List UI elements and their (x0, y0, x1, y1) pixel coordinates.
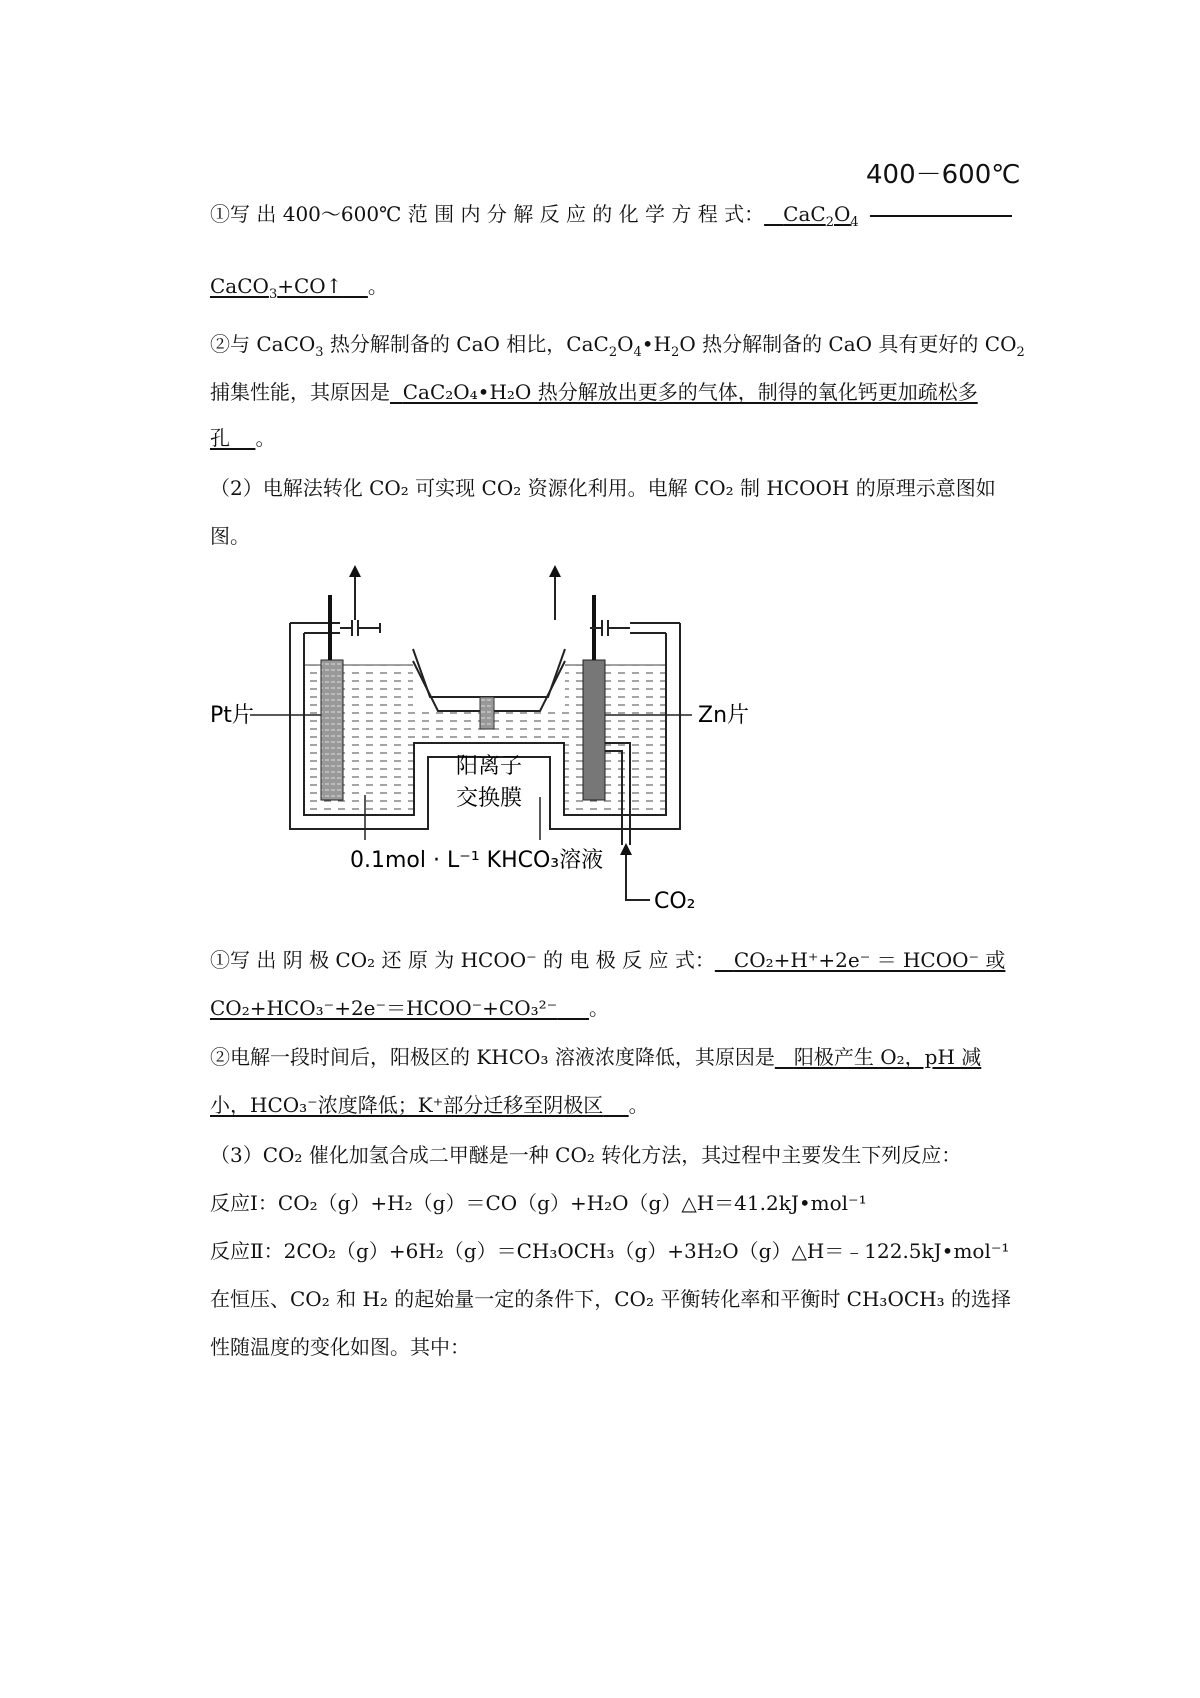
q1-part2-line2 (210, 378, 1010, 406)
membrane-label-line1: 阳离子 (455, 754, 523, 779)
q1-part1-prefix: ①写 出 400～600℃ 范 围 内 分 解 反 应 的 化 学 方 程 式： (210, 202, 765, 226)
q2-p2-answer-cont: 小，HCO₃⁻浓度降低；K⁺部分迁移至阴极区 (210, 1093, 604, 1117)
pt-electrode (321, 660, 343, 800)
q2-p1-answer: CO₂+H⁺+2e⁻ ＝ HCOO⁻ 或 (733, 948, 1006, 972)
q1-part1-answer-b: CaCO$_3$+CO↑ (210, 274, 343, 302)
right-solution (565, 665, 665, 814)
co2-inlet-label: CO₂ (654, 889, 696, 914)
q1-part2-line1: ②与 CaCO$_3$ 热分解制备的 CaO 相比，$CaC_2O_4•H_2O$ 热分解制备的 CaO 具有更好的 $CO_2$ (210, 332, 1025, 360)
reaction-condition: 400－600℃ (866, 160, 1021, 190)
pt-label: Pt片 (210, 703, 254, 728)
q3-reaction-2: 反应Ⅱ：2CO₂（g）+6H₂（g）＝CH₃OCH₃（g）+3H₂O（g）△H＝﹣122.5kJ•mol⁻¹ (210, 1239, 1010, 1263)
q1-part1-line2 (210, 272, 1010, 300)
q1-part1-end: 。 (367, 274, 388, 298)
q3-reaction-1: 反应Ⅰ：CO₂（g）+H₂（g）＝CO（g）+H₂O（g）△H＝41.2kJ•mol⁻¹ (210, 1191, 867, 1215)
electrolysis-diagram (210, 565, 770, 945)
q1-part1-line1 (210, 200, 1010, 228)
q3-condition-line2: 性随温度的变化如图。其中： (210, 1335, 470, 1359)
cation-exchange-membrane (480, 697, 494, 729)
membrane-label-line2: 交换膜 (455, 786, 523, 811)
q2-p1-line2: CO₂+HCO₃⁻+2e⁻＝HCOO⁻+CO₃²⁻ 。 (210, 996, 610, 1020)
q1-part2-answer-cont: 孔 (210, 426, 230, 450)
q3-condition-line1: 在恒压、CO₂ 和 H₂ 的起始量一定的条件下，CO₂ 平衡转化率和平衡时 CH₃OCH₃ 的选择 (210, 1287, 1011, 1311)
q1-part2-answer: CaC₂O₄•H₂O 热分解放出更多的气体，制得的氧化钙更加疏松多 (402, 380, 978, 404)
q2-intro-line1: （2）电解法转化 CO₂ 可实现 CO₂ 资源化利用。电解 CO₂ 制 HCOOH 的原理示意图如 (210, 476, 996, 500)
q1-part2-line3: 孔 。 (210, 426, 276, 450)
q2-p1-line1: ①写 出 阴 极 CO₂ 还 原 为 HCOO⁻ 的 电 极 反 应 式： CO₂+H⁺+2e⁻ ＝ HCOO⁻ 或 (210, 948, 1006, 972)
q3-intro: （3）CO₂ 催化加氢合成二甲醚是一种 CO₂ 转化方法，其过程中主要发生下列反应： (210, 1143, 962, 1167)
q1-part2-reason-label: 捕集性能，其原因是 (210, 380, 390, 404)
q2-p2-answer: 阳极产生 O₂，pH 减 (793, 1045, 982, 1069)
q2-p2-line1: ②电解一段时间后，阳极区的 KHCO₃ 溶液浓度降低，其原因是 阳极产生 O₂，pH 减 (210, 1045, 982, 1069)
solution-label: 0.1mol · L⁻¹ KHCO₃溶液 (350, 848, 604, 873)
q2-p1-answer-cont: CO₂+HCO₃⁻+2e⁻＝HCOO⁻+CO₃²⁻ (210, 996, 558, 1020)
q1-part1-answer-a: $CaC_2O_4$ (783, 202, 859, 230)
q2-intro-line2: 图。 (210, 524, 250, 548)
q2-p2-line2: 小，HCO₃⁻浓度降低；K⁺部分迁移至阴极区 。 (210, 1093, 649, 1117)
zn-electrode (583, 660, 605, 800)
zn-label: Zn片 (698, 703, 750, 728)
